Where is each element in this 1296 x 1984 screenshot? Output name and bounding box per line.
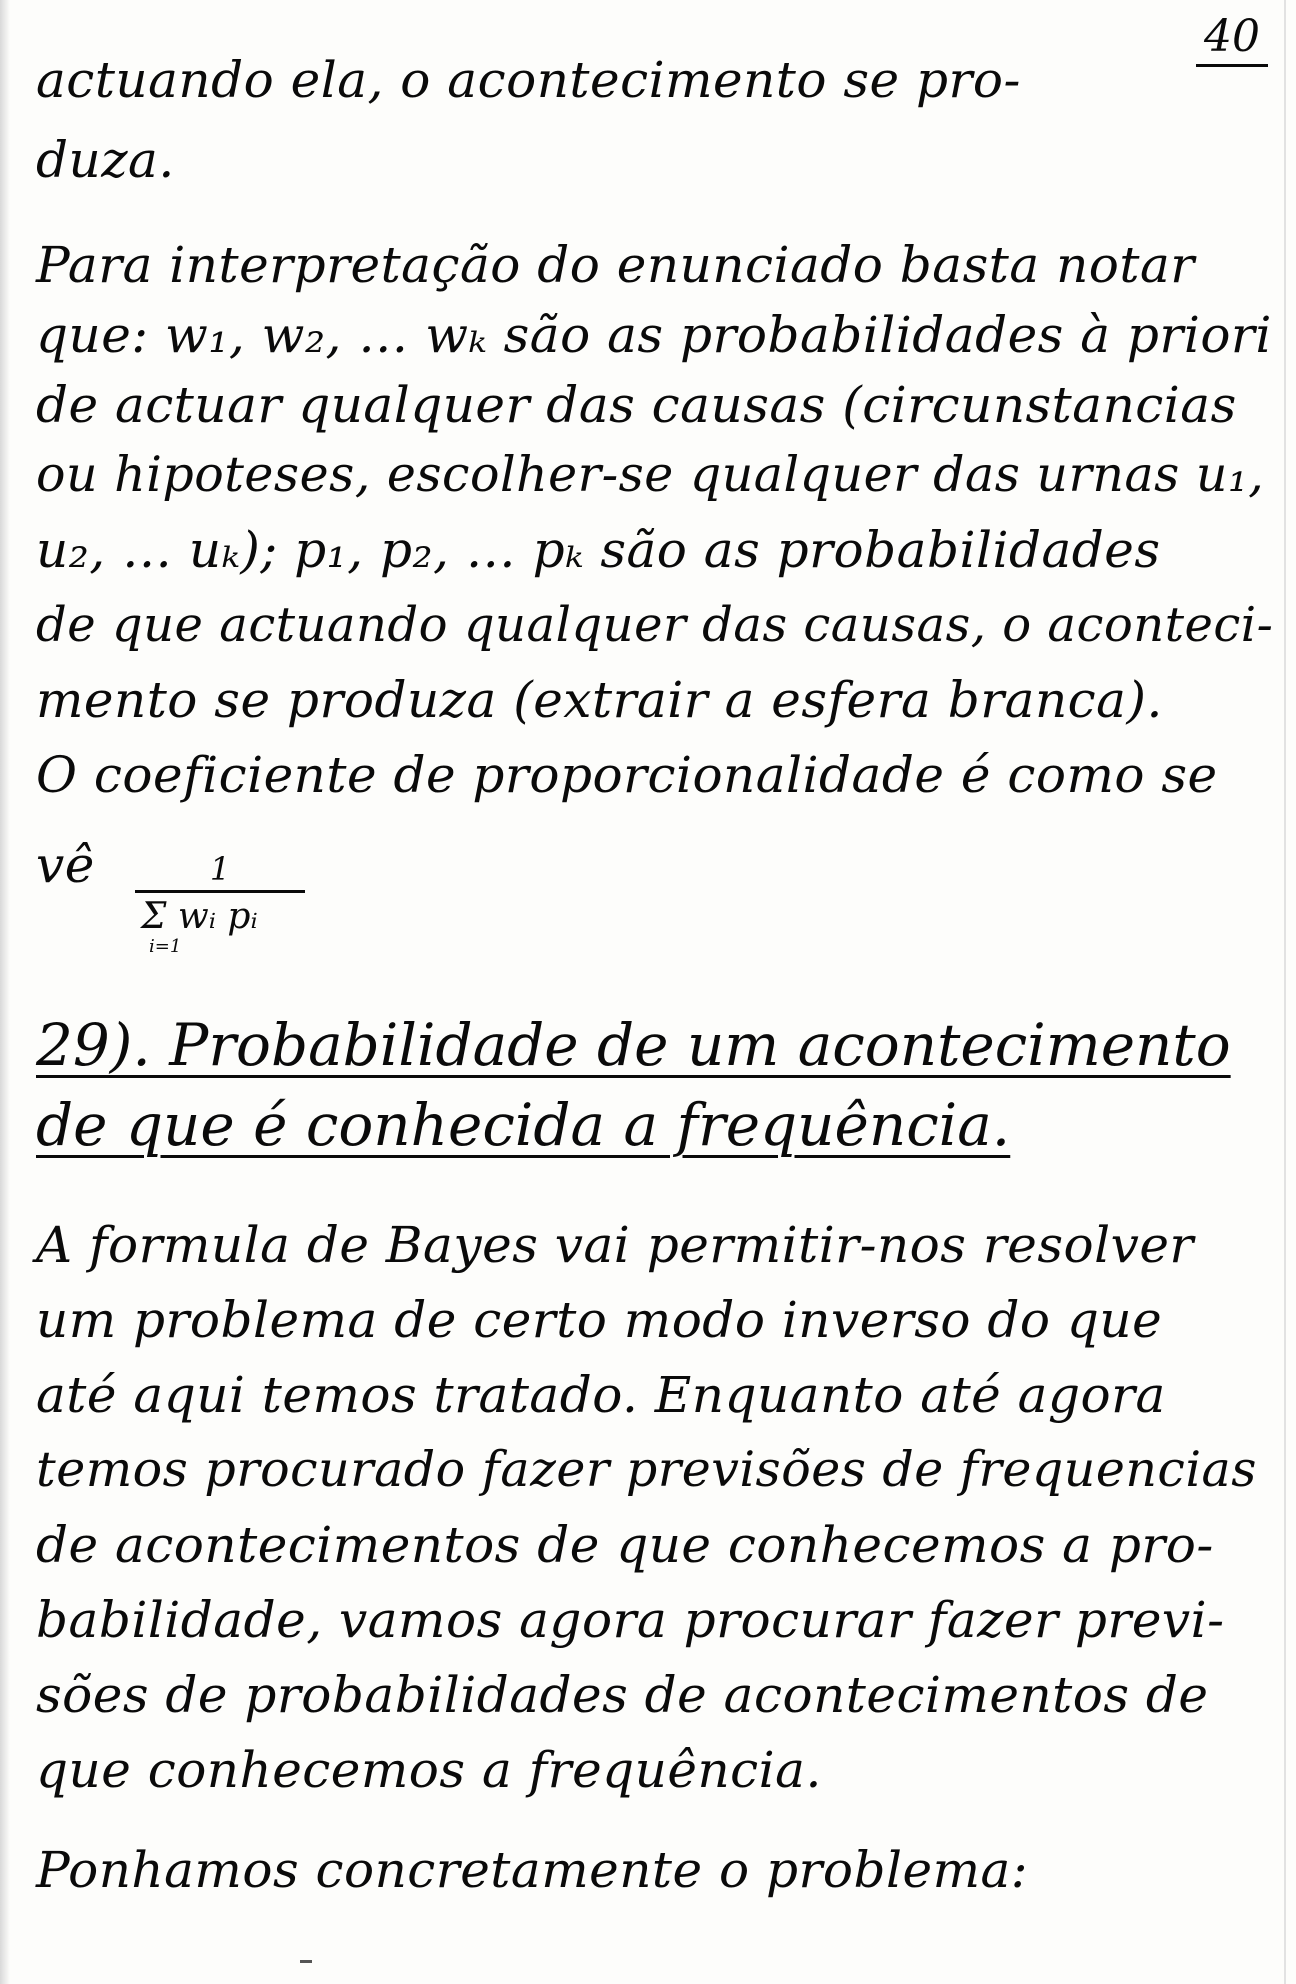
section-heading-line-1: 29). Probabilidade de um acontecimento [36, 1011, 1231, 1079]
text-line-14: até aqui temos tratado. Enquanto até agora [36, 1366, 1166, 1424]
text-line-4: que: w₁, w₂, … wₖ são as probabilidades à priori [36, 306, 1272, 364]
text-line-7: u₂, … uₖ); p₁, p₂, … pₖ são as probabilidades [36, 521, 1161, 579]
text-line-20: Ponhamos concretamente o problema: [36, 1841, 1029, 1899]
text-line-3: Para interpretação do enunciado basta notar [36, 236, 1195, 294]
proportionality-fraction [135, 850, 305, 957]
text-line-9: mento se produza (extrair a esfera branca). [36, 671, 1163, 729]
text-line-6: ou hipoteses, escolher-se qualquer das urnas u₁, [36, 446, 1265, 503]
sum-index: i=1 [149, 936, 182, 957]
text-line-13: um problema de certo modo inverso do que [36, 1291, 1163, 1349]
text-line-19: que conhecemos a frequência. [36, 1741, 822, 1799]
fraction-numerator: 1 [209, 850, 231, 888]
section-heading-line-2: de que é conhecida a frequência. [36, 1091, 1011, 1159]
text-line-17: babilidade, vamos agora procurar fazer previ- [36, 1591, 1225, 1649]
text-line-11: vê [36, 836, 95, 894]
page-number: 40 [1196, 12, 1268, 67]
fraction-denominator: Σ wᵢ pᵢ [141, 896, 258, 937]
text-line-2: duza. [36, 131, 175, 189]
page-edge-shadow [0, 0, 10, 1984]
ink-mark [300, 1960, 312, 1963]
text-line-8: de que actuando qualquer das causas, o aconteci- [36, 597, 1274, 653]
text-line-12: A formula de Bayes vai permitir-nos resolver [36, 1216, 1194, 1274]
text-line-10: O coeficiente de proporcionalidade é como se [36, 746, 1218, 804]
page-right-edge [1284, 0, 1286, 1984]
text-line-18: sões de probabilidades de acontecimentos de [36, 1666, 1209, 1724]
text-line-5: de actuar qualquer das causas (circunstancias [36, 376, 1237, 434]
fraction-bar [135, 890, 305, 893]
text-line-15: temos procurado fazer previsões de frequencias [36, 1441, 1257, 1498]
text-line-1: actuando ela, o acontecimento se pro- [36, 51, 1021, 109]
text-line-16: de acontecimentos de que conhecemos a pro- [36, 1516, 1214, 1574]
